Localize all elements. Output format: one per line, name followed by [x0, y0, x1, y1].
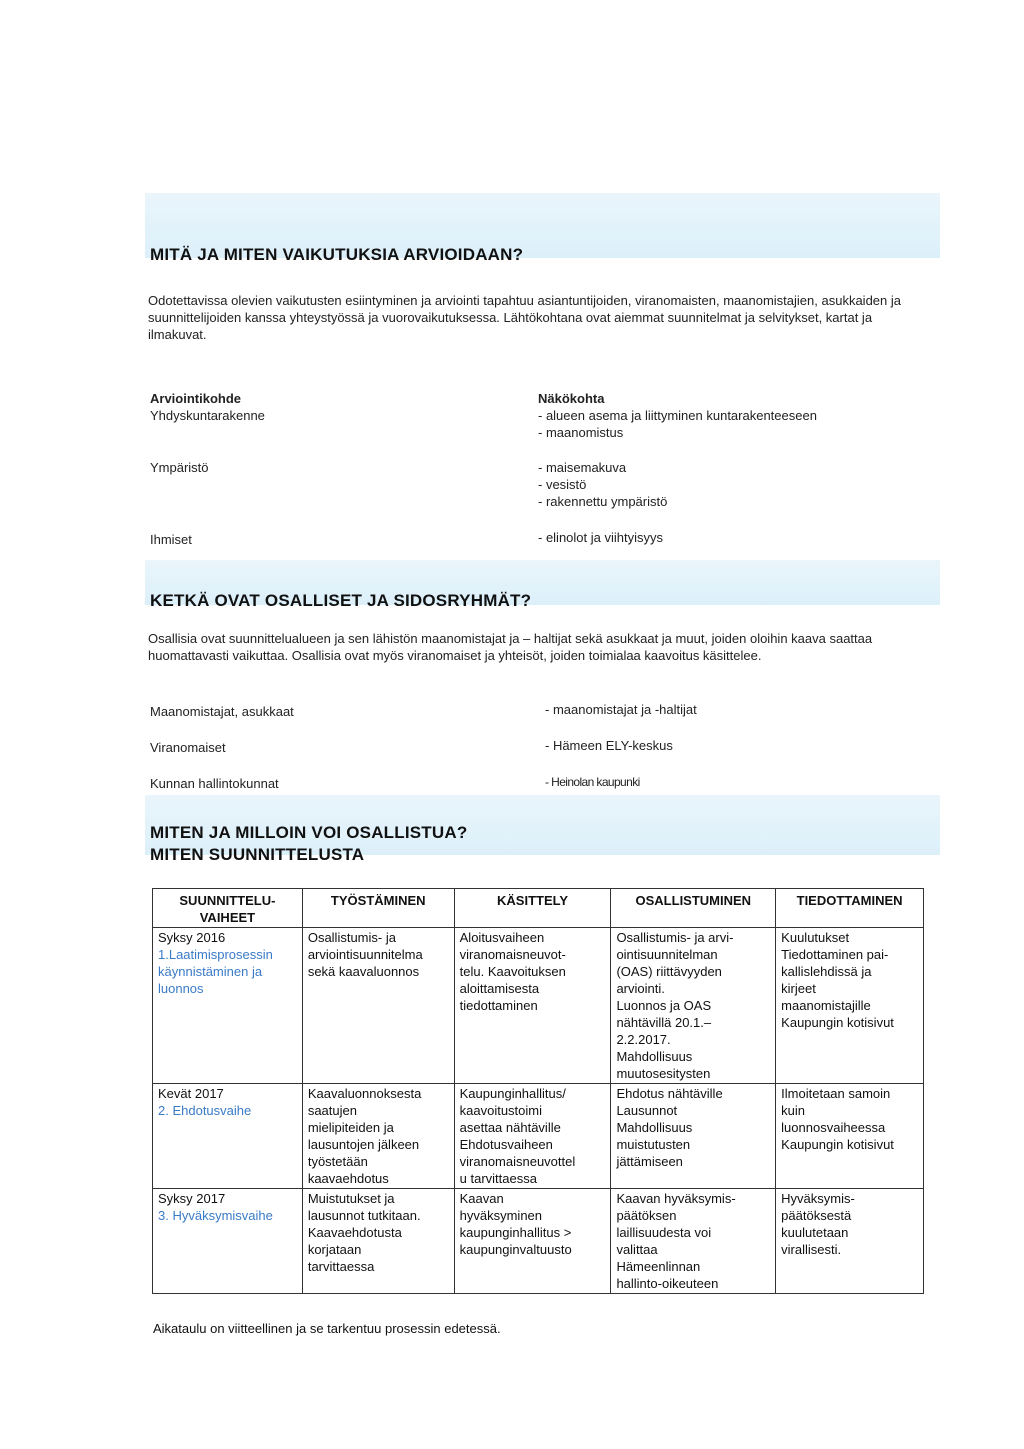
cell-line: arviointisuunnitelma — [307, 947, 423, 962]
aspect-item: - rakennettu ympäristö — [538, 494, 668, 509]
cell-line: lausuntojen jälkeen — [307, 1137, 420, 1152]
phase-cell — [153, 1189, 303, 1294]
phase-cell — [153, 928, 303, 1084]
stakeholder-group: Viranomaiset — [150, 740, 226, 755]
stakeholder-members: - Heinolan kaupunki — [545, 775, 640, 789]
subheading-clip — [150, 843, 550, 861]
cell-line: kallislehdissä ja — [781, 964, 872, 979]
cell-line: jättämiseen — [616, 1154, 683, 1169]
cell-line: muutosesitysten — [616, 1066, 711, 1081]
aspect-list — [538, 529, 663, 546]
cell-line: aloittamisesta — [459, 981, 540, 996]
cell-line: kirjeet — [781, 981, 816, 996]
work-cell — [302, 1084, 454, 1189]
cell-line: (OAS) riittävyyden — [616, 964, 722, 979]
schedule-note: Aikataulu on viitteellinen ja se tarkentuu prosessin edetessä. — [153, 1321, 501, 1336]
cell-line: kaupunginhallitus > — [459, 1225, 572, 1240]
cell-line: työstetään — [307, 1154, 368, 1169]
heading-vaikutukset: MITÄ JA MITEN VAIKUTUKSIA ARVIOIDAAN? — [150, 245, 524, 264]
cell-line: telu. Kaavoituksen — [459, 964, 566, 979]
phase-name: 1.Laatimisprosessin käynnistäminen ja luonnos — [158, 947, 273, 996]
cell-line: tiedottaminen — [459, 998, 538, 1013]
aspect-item: - elinolot ja viihtyisyys — [538, 530, 663, 545]
paragraph-osalliset: Osallisia ovat suunnittelualueen ja sen lähistön maanomistajat ja – haltijat sekä asukkaat ja muut, joiden oloihin kaava saattaa huomattavasti vaikuttaa. Osallisia ovat myös viranomaiset ja yhteisöt, joiden toimialaa kaavoitus käsittelee. — [148, 631, 873, 663]
aspect-item: - maisemakuva — [538, 460, 627, 475]
cell-line: Kaavan — [459, 1191, 504, 1206]
cell-line: Ilmoitetaan samoin — [781, 1086, 891, 1101]
processing-cell — [454, 1189, 611, 1294]
phase-table — [152, 888, 924, 1294]
column-header-aspect: Näkökohta — [538, 391, 605, 406]
cell-line: hallinto-oikeuteen — [616, 1276, 719, 1291]
phase-time: Kevät 2017 — [158, 1086, 224, 1101]
cell-line: Kaupungin kotisivut — [781, 1137, 894, 1152]
cell-line: viranomaisneuvottel — [459, 1154, 576, 1169]
cell-line: Kaavan hyväksymis- — [616, 1191, 736, 1206]
cell-line: Lausunnot — [616, 1103, 678, 1118]
information-cell — [776, 928, 924, 1084]
cell-line: Hämeenlinnan — [616, 1259, 701, 1274]
stakeholder-group: Maanomistajat, asukkaat — [150, 704, 294, 719]
stakeholder-members: - Hämeen ELY-keskus — [545, 738, 673, 753]
stakeholder-group: Kunnan hallintokunnat — [150, 776, 279, 791]
cell-line: Hyväksymis- — [781, 1191, 855, 1206]
cell-line: päätöksestä — [781, 1208, 852, 1223]
processing-cell — [454, 1084, 611, 1189]
column-header-target: Arviointikohde — [150, 391, 242, 406]
subheading-suunnittelusta: MITEN SUUNNITTELUSTA — [150, 845, 365, 861]
information-cell — [776, 1084, 924, 1189]
stakeholder-members: - maanomistajat ja -haltijat — [545, 702, 697, 717]
cell-line: korjataan — [307, 1242, 362, 1257]
cell-line: Kaupunginhallitus/ — [459, 1086, 566, 1101]
cell-line: Ehdotusvaiheen — [459, 1137, 553, 1152]
cell-line: kaavaehdotus — [307, 1171, 389, 1186]
cell-line: Kaupungin kotisivut — [781, 1015, 894, 1030]
cell-line: luonnosvaiheessa — [781, 1120, 886, 1135]
phase-name: 2. Ehdotusvaihe — [158, 1103, 252, 1118]
cell-line: Tiedottaminen pai- — [781, 947, 889, 962]
table-row — [153, 1189, 924, 1294]
cell-line: maanomistajille — [781, 998, 871, 1013]
paragraph-vaikutukset: Odotettavissa olevien vaikutusten esiintyminen ja arviointi tapahtuu asiantuntijoiden, viranomaisten, maanomistajien, asukkaiden ja suunnittelijoiden kanssa yhteystyössä ja vuorovaikutuksessa. Lähtökohtana ovat aiemmat suunnitelmat ja selvitykset, kartat ja ilmakuvat. — [148, 293, 901, 342]
cell-line: virallisesti. — [781, 1242, 842, 1257]
cell-line: saatujen — [307, 1103, 357, 1118]
aspect-list — [538, 407, 817, 441]
table-row — [153, 928, 924, 1084]
cell-line: Osallistumis- ja arvi- — [616, 930, 734, 945]
header-tyostaminen: TYÖSTÄMINEN — [302, 889, 454, 928]
cell-line: u tarvittaessa — [459, 1171, 537, 1186]
phase-time: Syksy 2016 — [158, 930, 226, 945]
participation-cell — [611, 1189, 776, 1294]
cell-line: kuulutetaan — [781, 1225, 849, 1240]
header-tiedottaminen: TIEDOTTAMINEN — [776, 889, 924, 928]
cell-line: kuin — [781, 1103, 806, 1118]
cell-line: Luonnos ja OAS — [616, 998, 712, 1013]
table-row — [153, 1084, 924, 1189]
participation-cell — [611, 928, 776, 1084]
cell-line: muistutusten — [616, 1137, 691, 1152]
phase-cell — [153, 1084, 303, 1189]
processing-cell — [454, 928, 611, 1084]
participation-cell — [611, 1084, 776, 1189]
cell-line: valittaa — [616, 1242, 658, 1257]
cell-line: Osallistumis- ja — [307, 930, 396, 945]
cell-line: sekä kaavaluonnos — [307, 964, 420, 979]
heading-osallistuminen: MITEN JA MILLOIN VOI OSALLISTUA? — [150, 823, 468, 842]
work-cell — [302, 928, 454, 1084]
cell-line: ointisuunnitelman — [616, 947, 718, 962]
cell-line: hyväksyminen — [459, 1208, 543, 1223]
cell-line: nähtävillä 20.1.– — [616, 1015, 712, 1030]
cell-line: Kaavaehdotusta — [307, 1225, 402, 1240]
cell-line: Mahdollisuus — [616, 1120, 693, 1135]
cell-line: kaavoitustoimi — [459, 1103, 543, 1118]
target-label: Ihmiset — [150, 532, 192, 547]
cell-line: kaupunginvaltuusto — [459, 1242, 572, 1257]
heading-osalliset: KETKÄ OVAT OSALLISET JA SIDOSRYHMÄT? — [150, 591, 532, 610]
cell-line: lausunnot tutkitaan. — [307, 1208, 421, 1223]
cell-line: Kuulutukset — [781, 930, 850, 945]
cell-line: tarvittaessa — [307, 1259, 375, 1274]
cell-line: Aloitusvaiheen — [459, 930, 545, 945]
cell-line: Mahdollisuus — [616, 1049, 693, 1064]
aspect-item: - maanomistus — [538, 425, 624, 440]
header-osallistuminen: OSALLISTUMINEN — [611, 889, 776, 928]
aspect-item: - vesistö — [538, 477, 587, 492]
cell-line: 2.2.2017. — [616, 1032, 671, 1047]
cell-line: viranomaisneuvot- — [459, 947, 566, 962]
header-suunnitteluvaiheet: SUUNNITTELU-VAIHEET — [153, 889, 303, 928]
cell-line: Muistutukset ja — [307, 1191, 395, 1206]
cell-line: laillisuudesta voi — [616, 1225, 712, 1240]
cell-line: arviointi. — [616, 981, 665, 996]
cell-line: mielipiteiden ja — [307, 1120, 394, 1135]
cell-line: Ehdotus nähtäville — [616, 1086, 723, 1101]
phase-name: 3. Hyväksymisvaihe — [158, 1208, 273, 1223]
header-kasittely: KÄSITTELY — [454, 889, 611, 928]
aspect-list — [538, 459, 667, 510]
phase-time: Syksy 2017 — [158, 1191, 226, 1206]
target-label: Ympäristö — [150, 460, 209, 475]
aspect-item: - alueen asema ja liittyminen kuntarakenteeseen — [538, 408, 817, 423]
cell-line: Kaavaluonnoksesta — [307, 1086, 422, 1101]
work-cell — [302, 1189, 454, 1294]
information-cell — [776, 1189, 924, 1294]
cell-line: päätöksen — [616, 1208, 677, 1223]
phase-table-header-row — [153, 889, 924, 928]
cell-line: asettaa nähtäville — [459, 1120, 561, 1135]
target-label: Yhdyskuntarakenne — [150, 408, 265, 423]
